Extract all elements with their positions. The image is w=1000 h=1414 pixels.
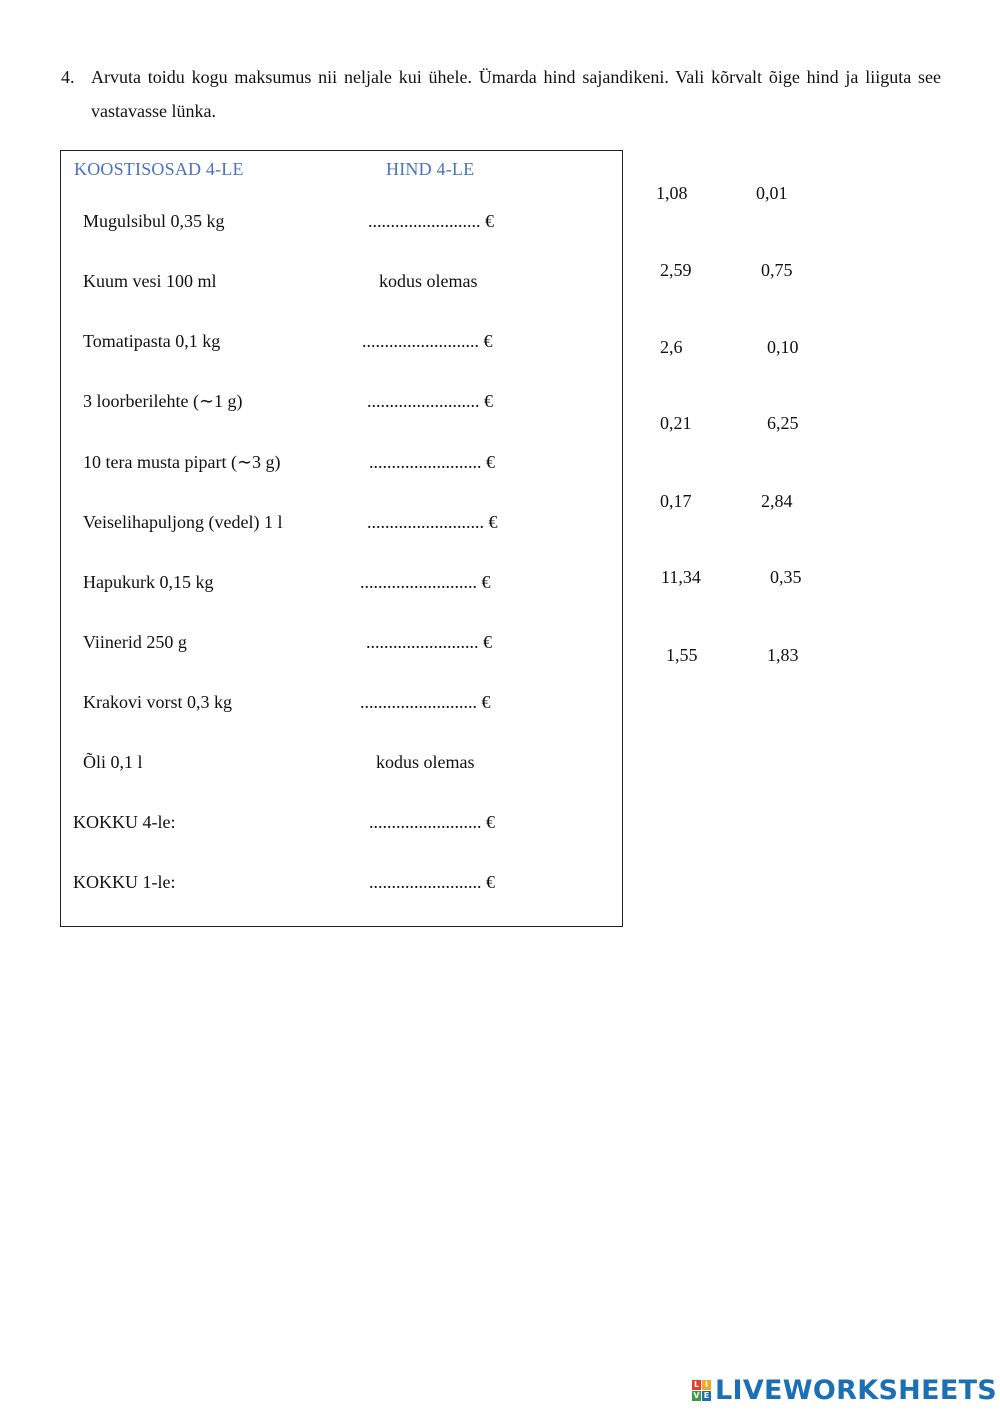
price-table: [60, 150, 623, 927]
price-option[interactable]: 2,6: [660, 337, 683, 357]
ingredient-label: Tomatipasta 0,1 kg: [83, 331, 221, 351]
price-blank[interactable]: ......................... €: [367, 391, 493, 411]
table-row: [61, 752, 622, 782]
table-row: [61, 692, 622, 722]
price-option[interactable]: 6,25: [767, 413, 799, 433]
price-static: kodus olemas: [379, 271, 478, 291]
price-option[interactable]: 11,34: [661, 567, 701, 587]
price-blank[interactable]: .......................... €: [367, 512, 498, 532]
task-text: Arvuta toidu kogu maksumus nii neljale kui ühele. Ümarda hind sajandikeni. Vali kõrvalt õige hind ja liiguta see vastavasse lünka.: [91, 67, 941, 121]
price-option[interactable]: 0,35: [770, 567, 802, 587]
table-row: [61, 872, 622, 902]
table-row: [61, 812, 622, 842]
price-option[interactable]: 0,21: [660, 413, 692, 433]
table-row: [61, 271, 622, 301]
table-row: [61, 632, 622, 662]
liveworksheets-logo[interactable]: [692, 1374, 997, 1406]
price-option[interactable]: 0,01: [756, 183, 788, 203]
table-row: [61, 572, 622, 602]
header-ingredients: KOOSTISOSAD 4-LE: [74, 159, 244, 179]
task-instruction: [61, 60, 941, 128]
price-blank[interactable]: ......................... €: [366, 632, 492, 652]
task-number: 4.: [61, 67, 75, 87]
price-blank[interactable]: ......................... €: [368, 211, 494, 231]
total-label-1: KOKKU 1-le:: [73, 872, 176, 892]
ingredient-label: Õli 0,1 l: [83, 752, 143, 772]
total-blank-1[interactable]: ......................... €: [369, 872, 495, 892]
price-option[interactable]: 2,59: [660, 260, 692, 280]
header-price: HIND 4-LE: [386, 159, 475, 179]
price-option[interactable]: 1,55: [666, 645, 698, 665]
price-option[interactable]: 2,84: [761, 491, 793, 511]
ingredient-label: Mugulsibul 0,35 kg: [83, 211, 225, 231]
table-row: [61, 211, 622, 241]
ingredient-label: Veiselihapuljong (vedel) 1 l: [83, 512, 283, 532]
ingredient-label: Krakovi vorst 0,3 kg: [83, 692, 232, 712]
price-option[interactable]: 1,08: [656, 183, 688, 203]
total-label-4: KOKKU 4-le:: [73, 812, 176, 832]
table-row: [61, 452, 622, 482]
price-option[interactable]: 0,75: [761, 260, 793, 280]
price-blank[interactable]: .......................... €: [360, 692, 491, 712]
price-blank[interactable]: ......................... €: [369, 452, 495, 472]
ingredient-label: Viinerid 250 g: [83, 632, 187, 652]
table-row: [61, 391, 622, 421]
liveworksheets-logo-icon: L I V E: [693, 1379, 710, 1400]
brand-text: LIVEWORKSHEETS: [715, 1374, 998, 1406]
price-static: kodus olemas: [376, 752, 475, 772]
table-row: [61, 512, 622, 542]
table-row: [61, 331, 622, 361]
price-blank[interactable]: .......................... €: [362, 331, 493, 351]
price-blank[interactable]: .......................... €: [360, 572, 491, 592]
ingredient-label: 10 tera musta pipart (∼3 g): [83, 452, 281, 472]
price-option[interactable]: 0,17: [660, 491, 692, 511]
total-blank-4[interactable]: ......................... €: [369, 812, 495, 832]
price-option[interactable]: 0,10: [767, 337, 799, 357]
ingredient-label: 3 loorberilehte (∼1 g): [83, 391, 243, 411]
ingredient-label: Hapukurk 0,15 kg: [83, 572, 214, 592]
ingredient-label: Kuum vesi 100 ml: [83, 271, 217, 291]
price-option[interactable]: 1,83: [767, 645, 799, 665]
